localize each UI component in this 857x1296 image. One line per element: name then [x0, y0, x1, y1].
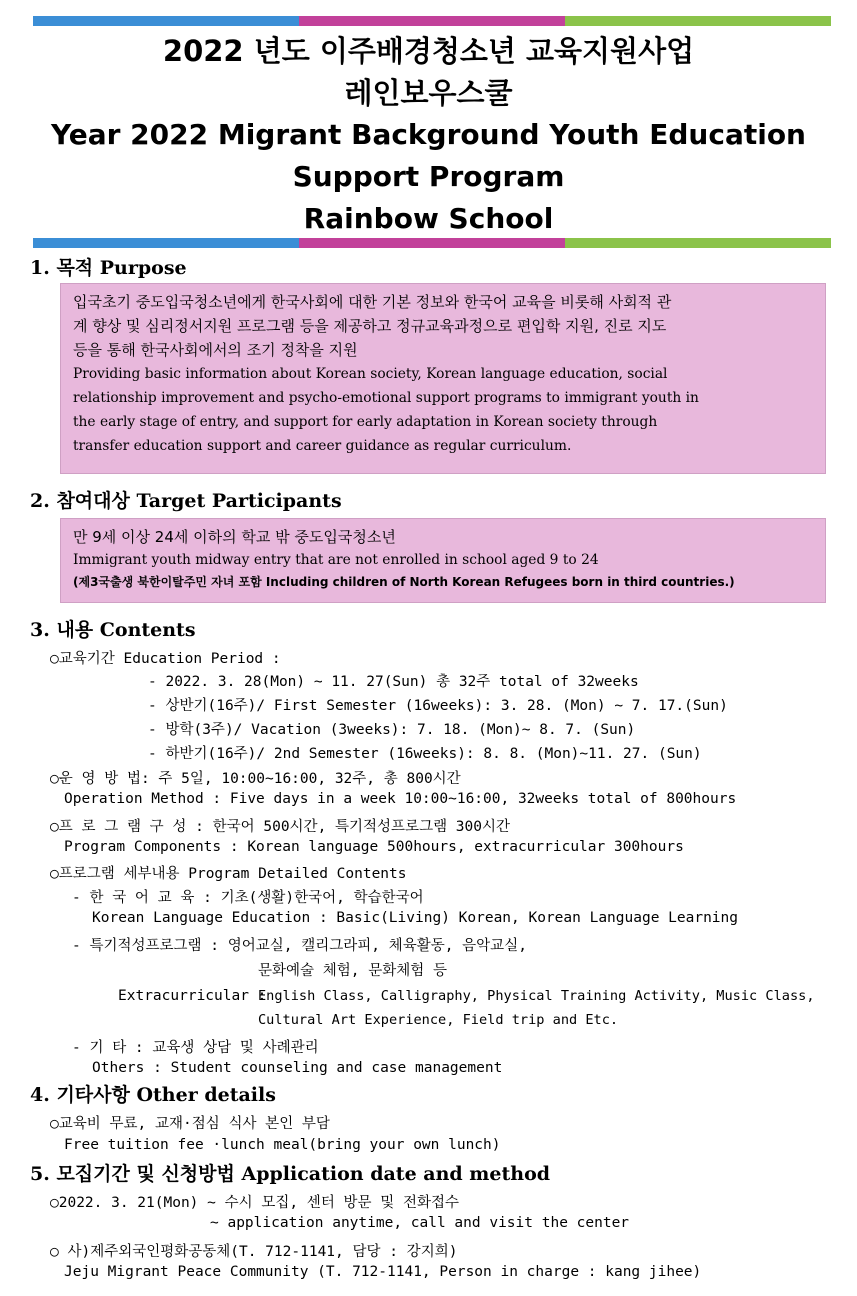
document-title — [0, 30, 857, 240]
period-label: ○교육기간 Education Period : — [50, 651, 281, 667]
components-english: Program Components : Korean language 500hours, extracurricular 300hours — [64, 839, 684, 855]
extracurricular-english-label: Extracurricular : — [118, 988, 267, 1004]
top-color-bar — [33, 16, 831, 26]
period-vacation: - 방학(3주)/ Vacation (3weeks): 7. 18. (Mon)~ 8. 7. (Sun) — [148, 722, 636, 738]
others-korean: - 기 타 : 교육생 상담 및 사례관리 — [72, 1040, 319, 1056]
contact-korean: ○ 사)제주외국인평화공동체(T. 712-1141, 담당 : 강지희) — [50, 1244, 458, 1260]
target-box — [60, 518, 826, 603]
purpose-english-line-2: relationship improvement and psycho-emotional support programs to immigrant youth in — [73, 390, 699, 406]
section-heading-application: 5. 모집기간 및 신청방법 Application date and method — [30, 1163, 551, 1185]
other-english: Free tuition fee ·lunch meal(bring your own lunch) — [64, 1137, 501, 1153]
extracurricular-english-2: Cultural Art Experience, Field trip and Etc. — [258, 1012, 619, 1028]
section-heading-contents: 3. 내용 Contents — [30, 619, 196, 641]
target-english: Immigrant youth midway entry that are not enrolled in school aged 9 to 24 — [73, 552, 599, 568]
bar-segment-blue — [33, 238, 299, 248]
bar-segment-green — [565, 238, 831, 248]
section-heading-target: 2. 참여대상 Target Participants — [30, 490, 342, 512]
title-english-1: Year 2022 Migrant Background Youth Education — [51, 118, 806, 151]
period-total: - 2022. 3. 28(Mon) ~ 11. 27(Sun) 총 32주 total of 32weeks — [148, 674, 639, 690]
purpose-box — [60, 283, 826, 474]
target-note: (제3국출생 북한이탈주민 자녀 포함 Including children of North Korean Refugees born in third countries.) — [73, 575, 735, 589]
others-english: Others : Student counseling and case management — [92, 1060, 503, 1076]
method-english: Operation Method : Five days in a week 10:00~16:00, 32weeks total of 800hours — [64, 791, 737, 807]
bar-segment-green — [565, 16, 831, 26]
purpose-korean-line-3: 등을 통해 한국사회에서의 조기 정착을 지원 — [73, 341, 358, 359]
bottom-color-bar — [33, 238, 831, 248]
section-heading-other: 4. 기타사항 Other details — [30, 1084, 276, 1106]
period-first-semester: - 상반기(16주)/ First Semester (16weeks): 3. 28. (Mon) ~ 7. 17.(Sun) — [148, 698, 728, 714]
application-date-korean: ○2022. 3. 21(Mon) ~ 수시 모집, 센터 방문 및 전화접수 — [50, 1195, 460, 1211]
extracurricular-korean-1: - 특기적성프로그램 : 영어교실, 캘리그라피, 체육활동, 음악교실, — [72, 938, 527, 954]
section-heading-purpose: 1. 목적 Purpose — [30, 257, 187, 279]
period-second-semester: - 하반기(16주)/ 2nd Semester (16weeks): 8. 8. (Mon)~11. 27. (Sun) — [148, 746, 702, 762]
title-korean-1: 2022 년도 이주배경청소년 교육지원사업 — [162, 34, 695, 68]
purpose-korean-line-1: 입국초기 중도입국청소년에게 한국사회에 대한 기본 정보와 한국어 교육을 비롯해 사회적 관 — [73, 293, 672, 311]
korean-education-english: Korean Language Education : Basic(Living) Korean, Korean Language Learning — [92, 910, 739, 926]
detail-label: ○프로그램 세부내용 Program Detailed Contents — [50, 866, 407, 882]
korean-education-korean: - 한 국 어 교 육 : 기초(생활)한국어, 학습한국어 — [72, 890, 424, 906]
method-korean: ○운 영 방 법: 주 5일, 10:00~16:00, 32주, 총 800시간 — [50, 771, 461, 787]
components-korean: ○프 로 그 램 구 성 : 한국어 500시간, 특기적성프로그램 300시간 — [50, 819, 511, 835]
bar-segment-magenta — [299, 16, 565, 26]
purpose-english-line-3: the early stage of entry, and support for early adaptation in Korean society through — [73, 414, 658, 430]
purpose-english-line-4: transfer education support and career guidance as regular curriculum. — [73, 438, 572, 454]
bar-segment-blue — [33, 16, 299, 26]
other-korean: ○교육비 무료, 교재·점심 식사 본인 부담 — [50, 1116, 330, 1132]
extracurricular-korean-2: 문화예술 체험, 문화체험 등 — [258, 963, 447, 979]
title-korean-2: 레인보우스쿨 — [344, 76, 513, 110]
purpose-korean-line-2: 계 향상 및 심리정서지원 프로그램 등을 제공하고 정규교육과정으로 편입학 지원, 진로 지도 — [73, 317, 667, 335]
application-date-english: ~ application anytime, call and visit the center — [210, 1215, 630, 1231]
title-english-2: Support Program — [292, 160, 565, 193]
extracurricular-english-1: English Class, Calligraphy, Physical Training Activity, Music Class, — [258, 988, 815, 1004]
bar-segment-magenta — [299, 238, 565, 248]
target-korean: 만 9세 이상 24세 이하의 학교 밖 중도입국청소년 — [73, 528, 396, 546]
title-english-3: Rainbow School — [303, 202, 554, 235]
contact-english: Jeju Migrant Peace Community (T. 712-1141, Person in charge : kang jihee) — [64, 1264, 702, 1280]
purpose-english-line-1: Providing basic information about Korean society, Korean language education, social — [73, 366, 668, 382]
